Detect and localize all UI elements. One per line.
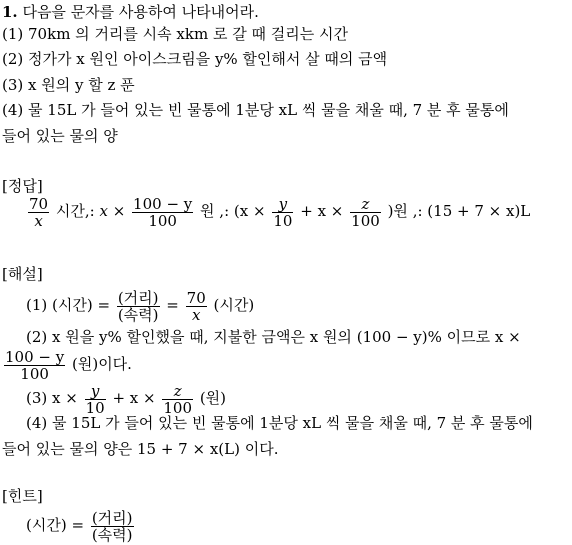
- explanation-label: [해설]: [2, 265, 43, 283]
- hint-line: (시간) = $\frac{\text{(거리)}}{\text{(속력)}}$: [26, 508, 133, 544]
- explanation-4-cont: 들어 있는 물의 양은 15 + 7 × x(L) 이다.: [2, 440, 279, 458]
- explanation-3-fraction-y: $\frac{y}{10}$: [85, 381, 105, 417]
- answer-line: $\frac{70}{x}$ 시간,: x × $\frac{100 - y}{100}$ 원 ,: (x × $\frac{y}{10}$ + x × $\frac{z}{100}$ )원 ,: (15 + 7 × x)L: [29, 194, 531, 230]
- answer-1-fraction: $\frac{70}{x}$: [29, 194, 49, 230]
- problem-item-3: (3) x 원의 y 할 z 푼: [2, 76, 135, 94]
- explanation-1-fraction: $\frac{\text{(거리)}}{\text{(속력)}}$: [117, 288, 159, 324]
- hint-fraction: $\frac{\text{(거리)}}{\text{(속력)}}$: [91, 508, 133, 544]
- explanation-2: (2) x 원을 y% 할인했을 때, 지불한 금액은 x 원의 (100 − y)% 이므로 x ×: [26, 328, 521, 346]
- problem-item-2: (2) 정가가 x 원인 아이스크림을 y% 할인해서 살 때의 금액: [2, 50, 388, 68]
- answer-label: [정답]: [2, 177, 43, 195]
- problem-item-1: (1) 70km 의 거리를 시속 xkm 로 갈 때 걸리는 시간: [2, 25, 348, 43]
- explanation-2-fraction: $\frac{100 - y}{100}$: [5, 347, 65, 383]
- problem-item-4-cont: 들어 있는 물의 양: [2, 127, 118, 145]
- answer-2-fraction: $\frac{100 - y}{100}$: [133, 194, 193, 230]
- explanation-2-cont: $\frac{100 - y}{100}$ (원)이다.: [5, 347, 132, 383]
- problem-instruction: 다음을 문자를 사용하여 나타내어라.: [22, 3, 259, 21]
- problem-number: 1.: [2, 3, 18, 21]
- answer-3-fraction-z: $\frac{z}{100}$: [351, 194, 380, 230]
- explanation-1-fraction-2: $\frac{70}{x}$: [186, 288, 206, 324]
- explanation-3: (3) x × $\frac{y}{10}$ + x × $\frac{z}{100}$ (원): [26, 381, 227, 417]
- answer-3-fraction-y: $\frac{y}{10}$: [273, 194, 293, 230]
- hint-label: [힌트]: [2, 487, 43, 505]
- explanation-4: (4) 물 15L 가 들어 있는 빈 물통에 1분당 xL 씩 물을 채울 때, 7 분 후 물통에: [26, 414, 533, 432]
- problem-item-4: (4) 물 15L 가 들어 있는 빈 물통에 1분당 xL 씩 물을 채울 때, 7 분 후 물통에: [2, 101, 509, 119]
- explanation-3-fraction-z: $\frac{z}{100}$: [163, 381, 193, 417]
- explanation-1: (1) (시간) = $\frac{\text{(거리)}}{\text{(속력)}}$ = $\frac{70}{x}$ (시간): [26, 288, 255, 324]
- problem-heading: [2, 2, 259, 22]
